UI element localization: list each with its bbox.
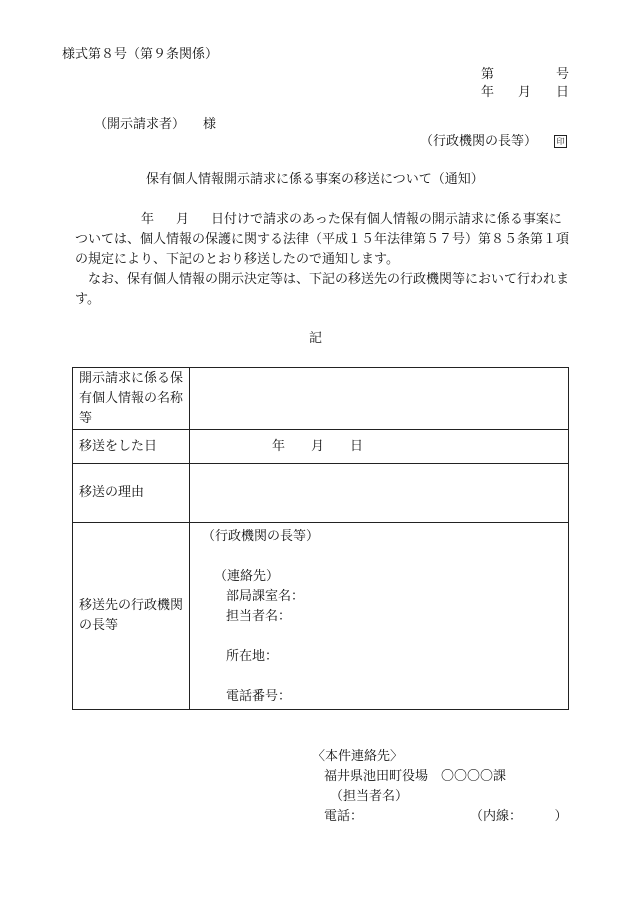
doc-number-dai: 第 bbox=[481, 67, 495, 82]
label-destination: 移送先の行政機関の長等 bbox=[73, 523, 190, 710]
table-row-item-name bbox=[73, 368, 569, 430]
body-month: 月 bbox=[176, 212, 190, 227]
table-row-destination bbox=[73, 523, 569, 710]
dest-address: 所在地： bbox=[226, 649, 279, 664]
footer-person: （担当者名） bbox=[330, 789, 409, 804]
doc-date-day: 日 bbox=[556, 85, 570, 100]
transfer-month: 月 bbox=[311, 438, 325, 454]
doc-date-year: 年 bbox=[481, 85, 495, 100]
doc-date-month: 月 bbox=[518, 85, 532, 100]
sender-name: （行政機関の長等） bbox=[420, 134, 538, 149]
recipient-name: （開示請求者） bbox=[94, 117, 186, 132]
dest-contact: （連絡先） bbox=[214, 569, 280, 584]
recipient-honorific: 様 bbox=[203, 117, 217, 132]
dest-dept: 部局課室名： bbox=[226, 589, 305, 604]
body-paragraph-2: なお、保有個人情報の開示決定等は、下記の移送先の行政機関等において行われます。 bbox=[75, 272, 570, 307]
doc-number-go: 号 bbox=[556, 67, 570, 82]
value-transfer-date bbox=[190, 430, 569, 464]
footer-office: 福井県池田町役場 〇〇〇〇課 bbox=[324, 769, 507, 784]
table-row-transfer-reason bbox=[73, 464, 569, 523]
body-text-1: 日付けで請求のあった保有個人情報の開示請求に係る事案については、個人情報の保護に関する法律（平成１５年法律第５７号）第８５条第１項の規定により、下記のとおり移送したので通知します。 bbox=[75, 212, 570, 267]
sender-seal bbox=[552, 134, 567, 150]
footer-extension: （内線： ） bbox=[470, 809, 568, 824]
label-item-name: 開示請求に係る保有個人情報の名称等 bbox=[73, 368, 190, 430]
form-number: 様式第８号（第９条関係） bbox=[62, 47, 219, 62]
body-year: 年 bbox=[141, 212, 155, 227]
dest-phone: 電話番号： bbox=[226, 689, 292, 704]
body-paragraph-1 bbox=[75, 210, 569, 270]
seal-mark: 印 bbox=[554, 135, 567, 148]
label-transfer-reason: 移送の理由 bbox=[73, 464, 190, 523]
footer-heading: 〈本件連絡先〉 bbox=[312, 749, 404, 764]
value-transfer-reason bbox=[190, 464, 569, 523]
value-item-name bbox=[190, 368, 569, 430]
transfer-table bbox=[72, 367, 569, 710]
value-destination bbox=[190, 523, 569, 710]
label-transfer-date: 移送をした日 bbox=[73, 430, 190, 464]
transfer-day: 日 bbox=[350, 438, 364, 454]
transfer-year: 年 bbox=[272, 438, 286, 454]
ki-heading: 記 bbox=[309, 331, 323, 346]
dest-person: 担当者名： bbox=[226, 609, 292, 624]
document-title: 保有個人情報開示請求に係る事案の移送について（通知） bbox=[146, 172, 484, 187]
footer-phone-label: 電話： bbox=[324, 809, 364, 824]
dest-head: （行政機関の長等） bbox=[202, 529, 320, 544]
table-row-transfer-date bbox=[73, 430, 569, 464]
